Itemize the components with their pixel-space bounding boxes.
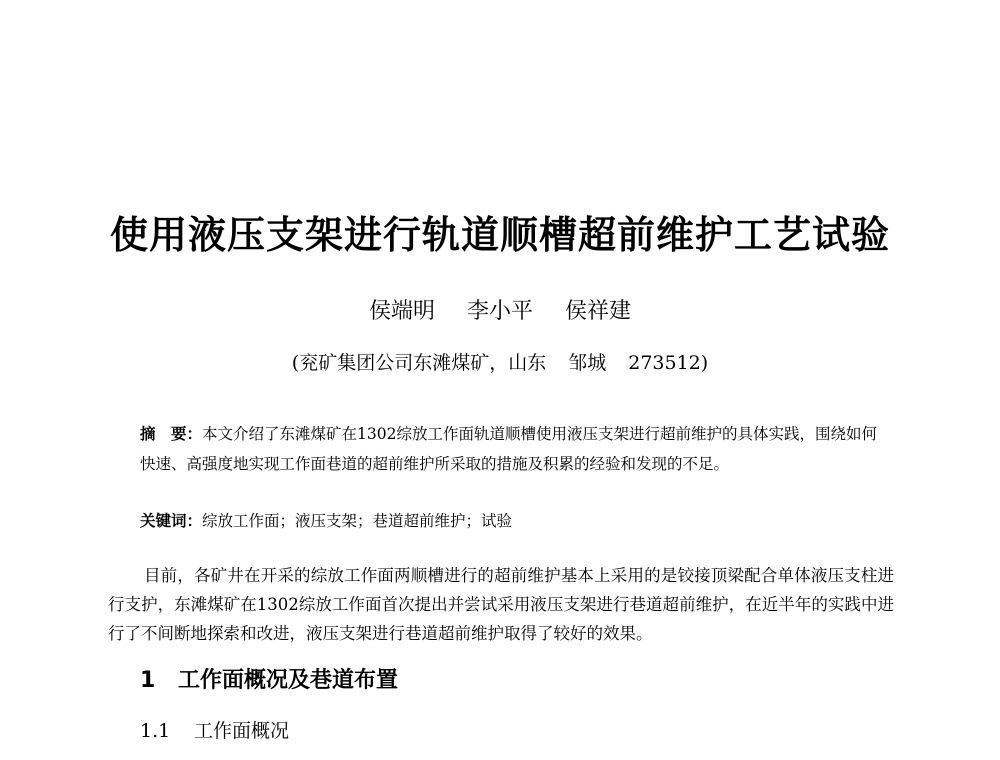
section-title: 工作面概况及巷道布置 [178,668,399,693]
keywords-label: 关键词： [140,511,203,530]
author-name: 侯祥建 [565,299,632,324]
keywords [140,506,880,536]
intro-paragraph: 目前，各矿井在开采的综放工作面两顺槽进行的超前维护基本上采用的是铰接顶梁配合单体液压支柱进行支护，东滩煤矿在1302综放工作面首次提出并尝试采用液压支架进行巷道超前维护，在近半年的实践中进行了不间断地探索和改进，液压支架进行巷道超前维护取得了较好的效果。 [108,566,894,643]
affiliation-postcode: 273512) [628,352,709,374]
section-number: 1 [140,668,156,693]
author-name: 李小平 [466,299,533,324]
paper-title: 使用液压支架进行轨道顺槽超前维护工艺试验 [109,212,890,257]
author-name: 侯端明 [368,299,435,324]
abstract [140,419,880,479]
subsection-number: 1.1 [140,720,171,742]
author-list [0,294,1000,325]
affiliation [0,348,1000,375]
subsection-title: 工作面概况 [194,720,290,742]
abstract-text: 本文介绍了东滩煤矿在1302综放工作面轨道顺槽使用液压支架进行超前维护的具体实践，围绕如何快速、高强度地实现工作面巷道的超前维护所采取的措施及积累的经验和发现的不足。 [140,425,877,473]
affiliation-city: 邹城 [568,352,607,374]
section-heading [140,663,398,694]
keywords-text: 综放工作面；液压支架；巷道超前维护；试验 [202,512,513,530]
affiliation-org: (兖矿集团公司东滩煤矿，山东 [291,352,547,374]
subsection-heading [140,716,289,743]
abstract-label: 摘 要： [140,424,203,443]
